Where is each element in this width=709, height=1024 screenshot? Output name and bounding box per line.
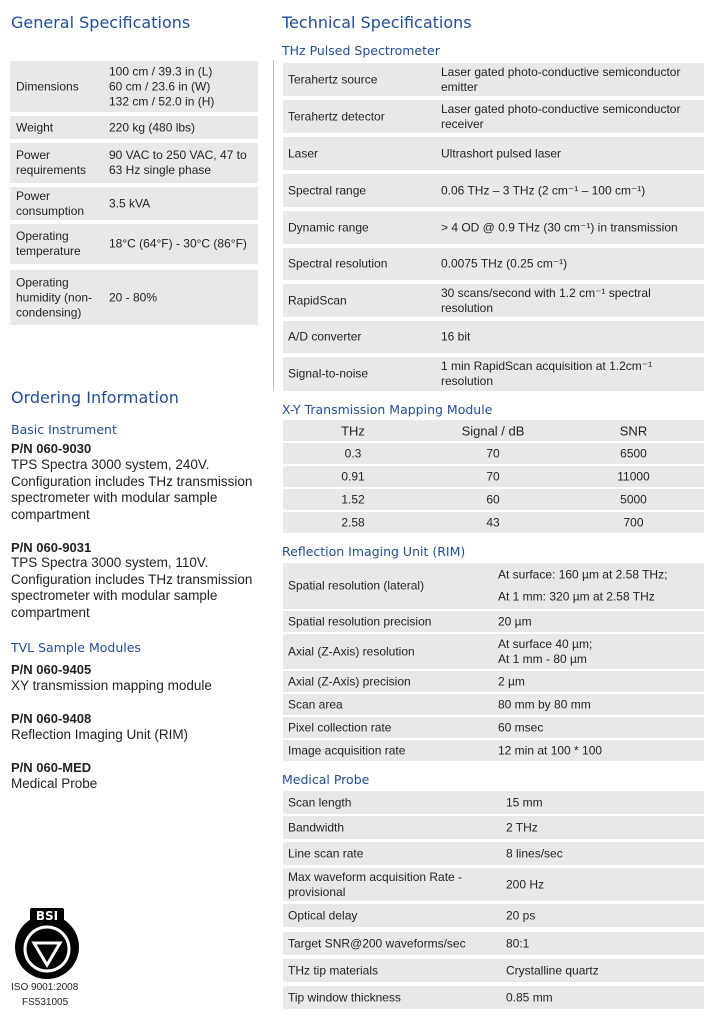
spec-value: 18°C (64°F) - 30°C (86°F) (109, 236, 247, 251)
table-row (283, 284, 704, 317)
part-number: P/N 060-MED (11, 760, 92, 775)
table-row (283, 791, 704, 814)
spec-value: 200 Hz (506, 877, 545, 891)
spec-label: Operating humidity (non- condensing) (16, 275, 93, 319)
spec-label: Power consumption (16, 188, 85, 218)
column-header: SNR (619, 423, 648, 438)
spectrometer-heading: THz Pulsed Spectrometer (282, 43, 440, 58)
table-row (283, 489, 704, 510)
spec-label: Image acquisition rate (288, 743, 406, 757)
table-cell: 5000 (620, 492, 647, 506)
table-cell: 0.3 (344, 446, 362, 460)
spec-value: Crystalline quartz (506, 963, 599, 977)
table-cell: 0.91 (341, 469, 365, 483)
table-row (283, 717, 704, 738)
general-specs-title: General Specifications (11, 13, 191, 32)
spec-value: 20 ps (506, 908, 536, 922)
spec-value: 30 scans/second with 1.2 cm⁻¹ spectral resolution (441, 285, 651, 315)
spec-label: Spectral range (288, 183, 367, 197)
svg-text:BSI: BSI (35, 909, 59, 923)
table-cell: 2.58 (341, 515, 365, 529)
xy-module-heading: X-Y Transmission Mapping Module (282, 402, 493, 417)
table-cell: 700 (623, 515, 644, 529)
spec-label: Operating temperature (16, 229, 81, 258)
spec-value: 90 VAC to 250 VAC, 47 to 63 Hz single phase (109, 148, 247, 177)
table-row (10, 224, 258, 264)
spec-value: 100 cm / 39.3 in (L) 60 cm / 23.6 in (W) 132 cm / 52.0 in (H) (109, 64, 215, 108)
spec-label: Spectral resolution (288, 256, 388, 271)
table-row (283, 443, 704, 464)
column-divider (273, 60, 274, 390)
part-description: TPS Spectra 3000 system, 240V. Configuration includes THz transmission spectrometer with modular sample compartment (11, 457, 253, 522)
general-specs-table (10, 61, 258, 326)
ordering-title: Ordering Information (11, 388, 179, 407)
part-description: Reflection Imaging Unit (RIM) (11, 727, 189, 742)
spec-label: Scan length (288, 795, 352, 809)
table-row (283, 932, 704, 955)
spec-value: 20 - 80% (109, 290, 158, 304)
spec-label: Pixel collection rate (288, 720, 392, 734)
spec-value: Laser gated photo-conductive semiconductor receiver (441, 101, 681, 131)
spec-value: 2 THz (506, 820, 538, 834)
spec-value: 0.85 mm (506, 990, 553, 1004)
table-header-row (283, 420, 704, 441)
technical-specs-title: Technical Specifications (282, 13, 472, 32)
spec-label: Scan area (288, 697, 343, 711)
spec-label: A/D converter (288, 329, 362, 344)
xy-mapping-table (283, 420, 704, 534)
spec-label: Axial (Z-Axis) resolution (288, 644, 415, 658)
spec-value: 8 lines/sec (506, 846, 563, 860)
spec-label: Spatial resolution precision (288, 614, 432, 628)
table-row (283, 63, 704, 96)
table-row (283, 357, 704, 391)
spec-label: Terahertz detector (288, 109, 385, 123)
table-row (283, 634, 704, 669)
spec-value: 15 mm (506, 795, 543, 809)
spec-value: 80 mm by 80 mm (498, 697, 591, 711)
table-row (10, 116, 258, 139)
table-row (283, 512, 704, 533)
part-number: P/N 060-9408 (11, 711, 92, 726)
spec-value: 220 kg (480 lbs) (109, 120, 196, 134)
table-cell: 70 (486, 446, 500, 460)
table-row (283, 137, 704, 170)
spec-label: Signal-to-noise (288, 366, 369, 381)
spec-label: Terahertz source (288, 72, 378, 86)
part-number: P/N 060-9405 (11, 662, 92, 677)
spec-label: Tip window thickness (288, 990, 401, 1004)
spec-label: Power requirements (16, 148, 87, 177)
spec-label: Bandwidth (288, 820, 345, 834)
tvl-modules-heading: TVL Sample Modules (11, 640, 141, 655)
table-cell: 43 (486, 515, 500, 529)
table-row (283, 100, 704, 133)
spec-label: Axial (Z-Axis) precision (288, 674, 411, 688)
part-number: P/N 060-9031 (11, 540, 92, 555)
part-description: XY transmission mapping module (11, 678, 212, 693)
spec-label: Laser (288, 146, 319, 160)
spec-label: RapidScan (288, 293, 347, 307)
spectrometer-table (283, 63, 704, 393)
table-row (10, 61, 258, 112)
spec-label: Line scan rate (288, 846, 364, 860)
table-row (283, 211, 704, 244)
table-cell: 60 (486, 492, 500, 506)
spec-value: 0.06 THz – 3 THz (2 cm⁻¹ – 100 cm⁻¹) (441, 183, 646, 197)
table-row (283, 174, 704, 207)
spec-label: Target SNR@200 waveforms/sec (288, 936, 466, 950)
table-row (10, 270, 258, 325)
spec-value: At surface 40 µm; At 1 mm - 80 µm (498, 636, 593, 666)
table-row (283, 466, 704, 487)
table-row (10, 187, 258, 220)
spec-value: At surface: 160 µm at 2.58 THz; At 1 mm: 320 µm at 2.58 THz (498, 567, 668, 604)
spec-value: 60 msec (498, 720, 544, 734)
spec-value: 16 bit (441, 329, 471, 344)
iso-cert-text: ISO 9001:2008 (11, 982, 79, 993)
spec-value: 3.5 kVA (109, 196, 151, 210)
spec-value: 80:1 (506, 936, 530, 950)
table-row (283, 986, 704, 1009)
spec-label: Weight (16, 120, 54, 134)
column-header: THz (341, 423, 365, 438)
spec-label: Dynamic range (288, 220, 369, 234)
spec-label: Spatial resolution (lateral) (288, 578, 425, 593)
table-cell: 6500 (620, 446, 647, 460)
table-cell: 70 (486, 469, 500, 483)
part-description: Medical Probe (11, 776, 98, 791)
spec-value: 2 µm (498, 674, 525, 688)
table-row (283, 959, 704, 982)
column-header: Signal / dB (461, 423, 525, 438)
medical-probe-heading: Medical Probe (282, 772, 370, 787)
basic-instrument-heading: Basic Instrument (11, 422, 117, 437)
cert-code-text: FS531005 (22, 997, 69, 1008)
table-row (10, 143, 258, 183)
spec-value: 12 min at 100 * 100 (498, 743, 603, 757)
spec-label: THz tip materials (288, 963, 379, 977)
table-row (283, 842, 704, 865)
part-number: P/N 060-9030 (11, 441, 92, 456)
spec-label: Dimensions (16, 79, 79, 93)
table-row (283, 321, 704, 353)
table-row (283, 671, 704, 692)
table-row (283, 563, 704, 609)
table-row (283, 248, 704, 280)
spec-value: Ultrashort pulsed laser (441, 146, 562, 160)
table-cell: 11000 (617, 469, 650, 483)
spec-label: Max waveform acquisition Rate - provisional (288, 869, 463, 899)
spec-value: 0.0075 THz (0.25 cm⁻¹) (441, 256, 568, 271)
spec-value: 20 µm (498, 614, 532, 628)
table-row (283, 611, 704, 632)
bsi-logo-icon (12, 905, 82, 980)
medical-probe-table (283, 791, 704, 1011)
rim-table (283, 563, 704, 763)
spec-value: Laser gated photo-conductive semiconductor emitter (441, 64, 681, 94)
table-row (283, 740, 704, 761)
rim-heading: Reflection Imaging Unit (RIM) (282, 544, 466, 559)
part-description: TPS Spectra 3000 system, 110V. Configuration includes THz transmission spectrometer with modular sample compartment (11, 555, 253, 620)
table-cell: 1.52 (341, 492, 365, 506)
table-row (283, 694, 704, 715)
table-row (283, 868, 704, 901)
spec-value: > 4 OD @ 0.9 THz (30 cm⁻¹) in transmission (441, 220, 678, 234)
table-row (283, 904, 704, 927)
spec-value: 1 min RapidScan acquisition at 1.2cm⁻¹ resolution (441, 359, 653, 388)
spec-label: Optical delay (288, 908, 358, 922)
table-row (283, 816, 704, 839)
